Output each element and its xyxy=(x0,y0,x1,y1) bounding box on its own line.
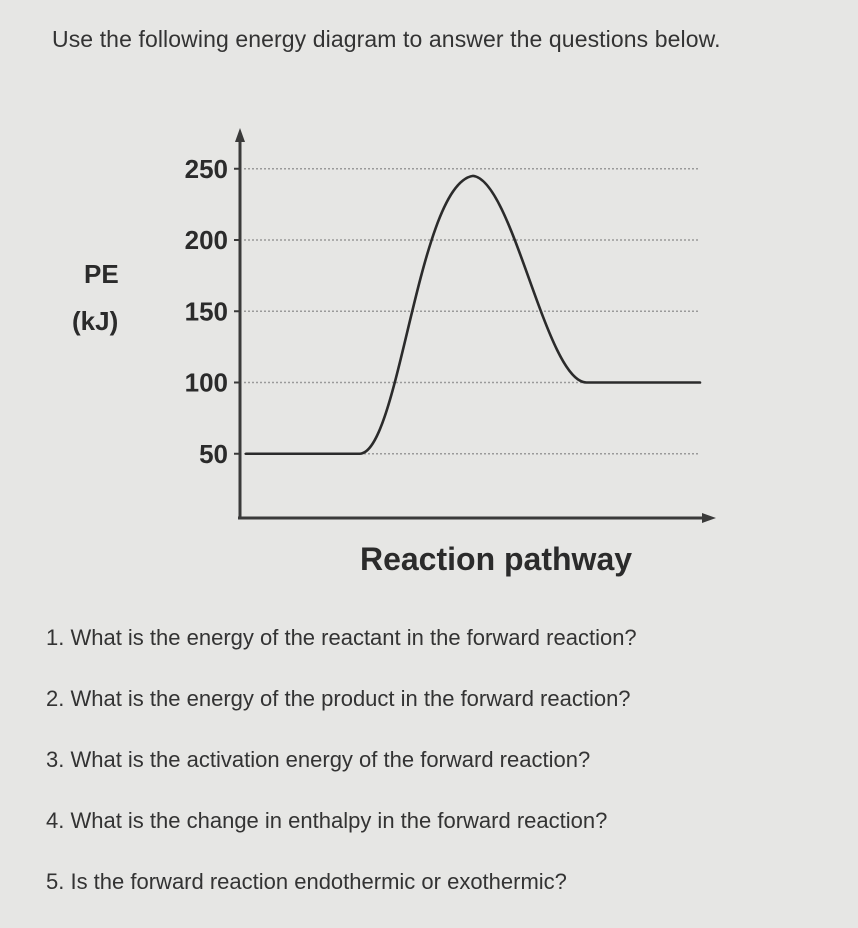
y-tick-label-50: 50 xyxy=(199,438,228,469)
y-tick-label-150: 150 xyxy=(184,296,228,327)
series-energy-curve xyxy=(246,176,700,454)
x-axis-arrow xyxy=(702,513,716,523)
y-tick-layer xyxy=(185,154,240,469)
question-list xyxy=(46,623,637,928)
question-4: 4. What is the change in enthalpy in the forward reaction? xyxy=(46,808,608,833)
question-2: 2. What is the energy of the product in the forward reaction? xyxy=(46,686,631,711)
question-3: 3. What is the activation energy of the forward reaction? xyxy=(46,747,591,772)
y-axis-title-line2: (kJ) xyxy=(72,306,119,336)
y-tick-label-100: 100 xyxy=(184,367,228,398)
grid-layer xyxy=(244,169,700,454)
instruction-text: Use the following energy diagram to answer the questions below. xyxy=(52,26,721,52)
question-5: 5. Is the forward reaction endothermic or exothermic? xyxy=(46,869,567,894)
y-axis-arrow xyxy=(235,128,245,142)
x-axis-title: Reaction pathway xyxy=(359,541,633,577)
y-tick-label-200: 200 xyxy=(184,225,228,255)
y-tick-label-250: 250 xyxy=(184,153,228,184)
axis-layer xyxy=(235,128,716,523)
question-1: 1. What is the energy of the reactant in the forward reaction? xyxy=(46,625,637,650)
y-axis-title-line1: PE xyxy=(84,259,119,289)
